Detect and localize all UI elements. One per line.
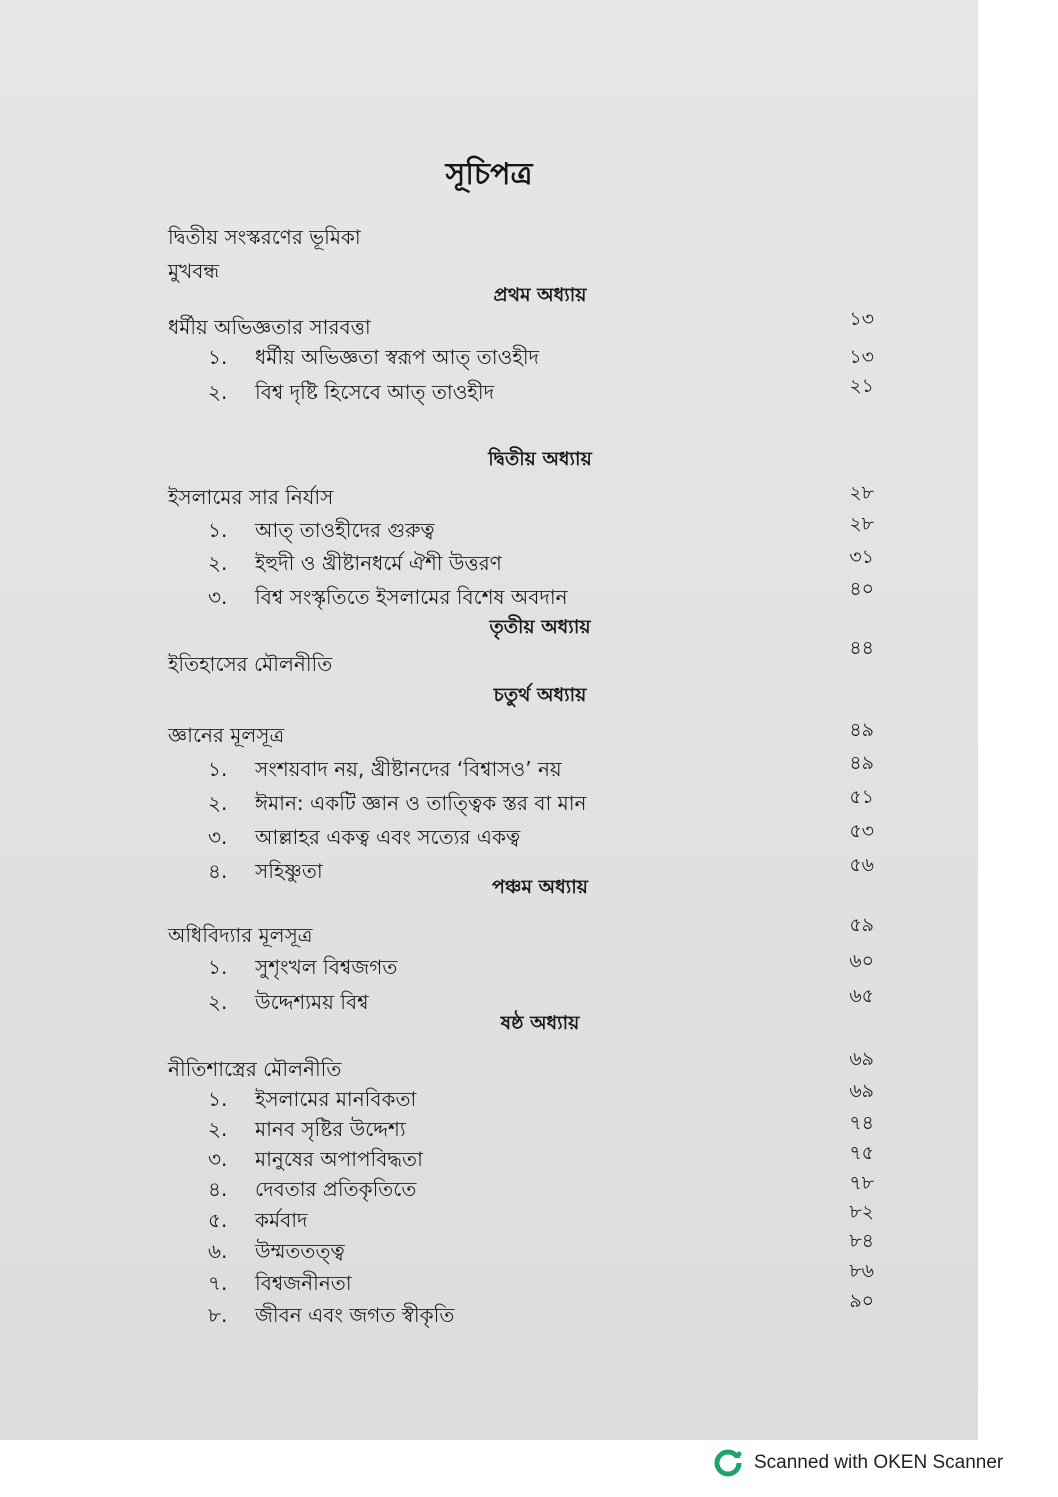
chapter-heading: দ্বিতীয় অধ্যায় — [488, 448, 592, 470]
page-number: ৭৫ — [849, 1142, 874, 1164]
chapter-title-line: ধর্মীয় অভিজ্ঞতার সারবত্তা ১৩ — [0, 310, 978, 344]
page-number: ৫৬ — [849, 854, 874, 876]
section-line: ১. ধর্মীয় অভিজ্ঞতা স্বরূপ আত্ তাওহীদ ১৩ — [0, 340, 978, 374]
page-number: ৫১ — [849, 786, 874, 808]
page-number: ৮২ — [849, 1201, 874, 1223]
page-number: ৬৫ — [849, 985, 874, 1007]
section-line: ২. ঈমান: একটি জ্ঞান ও তাত্ত্বিক স্তর বা মান ৫১ — [0, 786, 978, 820]
chapter-title-line: জ্ঞানের মূলসূত্র ৪৯ — [0, 718, 978, 752]
section-line: ৮. জীবন এবং জগত স্বীকৃতি ৯০ — [0, 1298, 978, 1332]
page-title: সূচিপত্র — [445, 157, 533, 192]
section-line: ২. মানব সৃষ্টির উদ্দেশ্য ৭৪ — [0, 1112, 978, 1146]
page-number: ৪৯ — [849, 752, 874, 774]
page-number: ১৩ — [849, 308, 874, 330]
page-number: ২৮ — [849, 482, 874, 504]
section-line: ২. বিশ্ব দৃষ্টি হিসেবে আত্ তাওহীদ ২১ — [0, 375, 978, 409]
page-number: ৭৪ — [849, 1112, 874, 1134]
front-matter-preface: দ্বিতীয় সংস্করণের ভূমিকা — [168, 225, 361, 249]
section-line: ২. উদ্দেশ্যময় বিশ্ব ৬৫ — [0, 985, 978, 1019]
chapter-heading: চতুর্থ অধ্যায় — [493, 684, 587, 706]
page-number: ৯০ — [849, 1290, 874, 1312]
chapter-title-line: অধিবিদ্যার মূলসূত্র ৫৯ — [0, 918, 978, 952]
page-number: ৮৪ — [849, 1230, 874, 1252]
page-number: ৪৯ — [849, 719, 874, 741]
page-number: ৬০ — [849, 950, 874, 972]
page-number: ৬৯ — [849, 1080, 874, 1102]
section-line: ২. ইহুদী ও খ্রীষ্টানধর্মে ঐশী উত্তরণ ৩১ — [0, 546, 978, 580]
chapter-heading: ষষ্ঠ অধ্যায় — [500, 1012, 580, 1034]
section-line: ৩. আল্লাহর একত্ব এবং সত্যের একত্ব ৫৩ — [0, 820, 978, 854]
chapter-heading: পঞ্চম অধ্যায় — [492, 876, 588, 898]
scanner-watermark — [714, 1447, 1003, 1479]
chapter-title-line: নীতিশাস্ত্রের মৌলনীতি ৬৯ — [0, 1052, 978, 1086]
page-number: ৪০ — [849, 578, 874, 600]
section-line: ৭. বিশ্বজনীনতা ৮৬ — [0, 1266, 978, 1300]
page-number: ৫৯ — [849, 914, 874, 936]
section-line: ১. সুশৃংখল বিশ্বজগত ৬০ — [0, 950, 978, 984]
page-number: ৩১ — [849, 546, 874, 568]
scanner-watermark-text: Scanned with OKEN Scanner — [754, 1452, 1004, 1473]
front-matter-foreword: মুখবন্ধ — [168, 259, 220, 283]
section-line: ৫. কর্মবাদ ৮২ — [0, 1203, 978, 1237]
section-line: ৬. উম্মততত্ত্ব ৮৪ — [0, 1234, 978, 1268]
section-line: ৪. দেবতার প্রতিকৃতিতে ৭৮ — [0, 1172, 978, 1206]
page-number: ৬৯ — [849, 1048, 874, 1070]
section-line: ১. আত্ তাওহীদের গুরুত্ব ২৮ — [0, 513, 978, 547]
page-number: ৭৮ — [849, 1172, 874, 1194]
page-number: ৫৩ — [849, 820, 874, 842]
page-number: ২১ — [849, 375, 874, 397]
chapter-title-line: ইসলামের সার নির্যাস ২৮ — [0, 480, 978, 514]
chapter-heading: প্রথম অধ্যায় — [493, 284, 587, 306]
section-line: ৩. বিশ্ব সংস্কৃতিতে ইসলামের বিশেষ অবদান ৪০ — [0, 580, 978, 614]
oken-scanner-logo-icon — [714, 1448, 744, 1478]
page-number: ২৮ — [849, 513, 874, 535]
page-number: ১৩ — [849, 346, 874, 368]
page-number: ৪৪ — [849, 637, 874, 659]
section-line: ১. সংশয়বাদ নয়, খ্রীষ্টানদের ‘বিশ্বাসও’ নয় ৪৯ — [0, 752, 978, 786]
chapter-heading: তৃতীয় অধ্যায় — [489, 616, 591, 638]
chapter-title-line: ইতিহাসের মৌলনীতি ৪৪ — [0, 647, 978, 681]
section-line: ৪. সহিষ্ণুতা ৫৬ — [0, 854, 978, 888]
page-number: ৮৬ — [849, 1260, 874, 1282]
section-line: ১. ইসলামের মানবিকতা ৬৯ — [0, 1082, 978, 1116]
section-line: ৩. মানুষের অপাপবিদ্ধতা ৭৫ — [0, 1142, 978, 1176]
